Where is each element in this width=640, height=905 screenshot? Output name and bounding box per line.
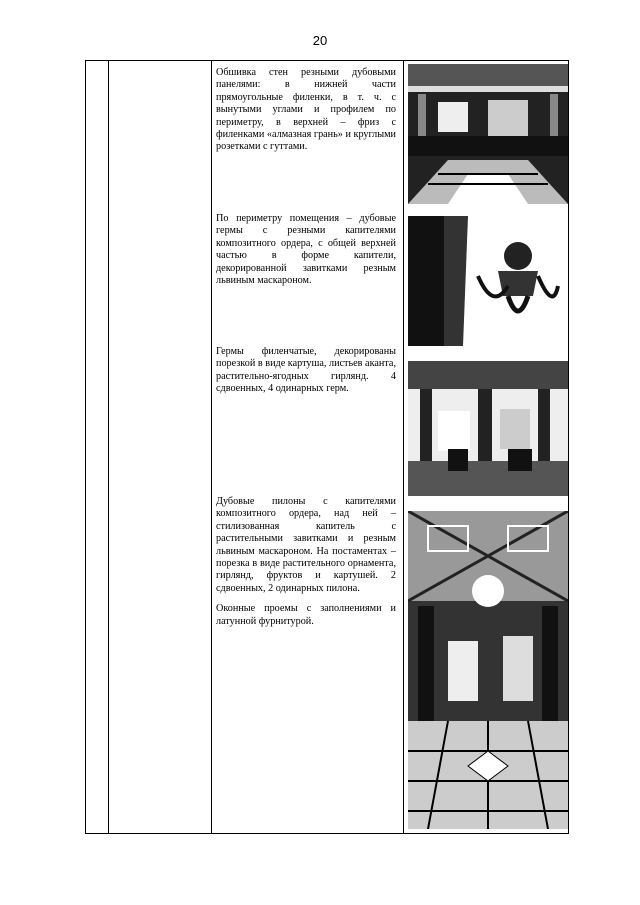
row-2-description: [216, 213, 396, 295]
photo-interior-germs: [408, 361, 568, 496]
column-divider: [108, 61, 109, 833]
column-divider: [403, 61, 404, 833]
description-paragraph: Оконные проемы с заполнениями и латунной фурнитурой.: [216, 603, 396, 627]
description-paragraph: Обшивка стен резными дубовыми панелями: в нижней части прямоугольные филенки, в т. ч. с вынутыми углами и профилем по периметру, в верхней – фриз с филенками «алмазная грань» и круглыми розетками с гуттами.: [216, 67, 396, 153]
row-4-description: [216, 496, 396, 636]
description-paragraph: Дубовые пилоны с капителями композитного ордера, над ней – стилизованная капитель с растительными завитками и резным львиным маскароном. На постаментах – порезка в виде растительного орнамента, гирлянд, фруктов и картушей. 2 сдвоенных, 2 одинарных пилона.: [216, 496, 396, 594]
description-paragraph: По периметру помещения – дубовые гермы с резными капителями композитного ордера, с общей верхней частью в форме капители, декорированной завитками резным львиным маскароном.: [216, 213, 396, 287]
description-table: [85, 60, 569, 834]
photo-sconce: [408, 216, 568, 346]
photo-wall-panelling: [408, 64, 568, 204]
column-divider: [211, 61, 212, 833]
photo-hall-pillars: [408, 511, 568, 829]
page-number: 20: [312, 33, 328, 48]
row-1-description: [216, 67, 396, 162]
row-3-description: [216, 346, 396, 404]
description-paragraph: Гермы филенчатые, декорированы порезкой в виде картуша, листьев аканта, растительно-ягодных гирлянд. 4 сдвоенных, 4 одинарных герм.: [216, 346, 396, 395]
